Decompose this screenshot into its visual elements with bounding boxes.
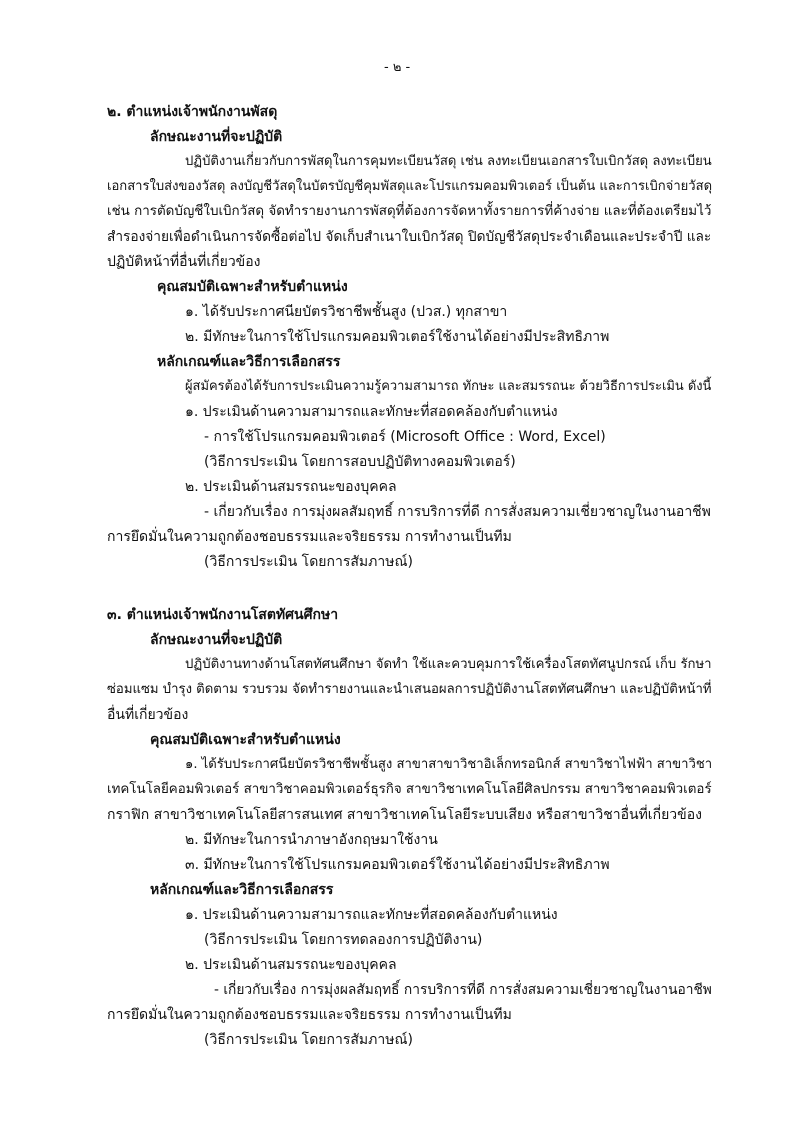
criteria-line: ๑. ประเมินด้านความสามารถและทักษะที่สอดคล้องกับตำแหน่ง [185, 404, 558, 420]
duties-line: อื่นที่เกี่ยวข้อง [107, 707, 189, 723]
qualification-line: ๑. ได้รับประกาศนียบัตรวิชาชีพชั้นสูง สาขาสาขาวิชาอิเล็กทรอนิกส์ สาขาวิชาไฟฟ้า สาขาวิชา [185, 757, 713, 772]
criteria-line: ๒. ประเมินด้านสมรรถนะของบุคคล [185, 479, 397, 495]
criteria-line: (วิธีการประเมิน โดยการสัมภาษณ์) [204, 554, 413, 570]
duties-line: ซ่อมแซม บำรุง ติดตาม รวบรวม จัดทำรายงานและนำเสนอผลการปฏิบัติงานโสตทัศนศึกษา และปฏิบัติหน้าที่ [107, 682, 712, 697]
page-number: - ๒ - [384, 60, 411, 75]
criteria-line: (วิธีการประเมิน โดยการสอบปฏิบัติทางคอมพิวเตอร์) [204, 454, 516, 470]
criteria-line: - การใช้โปรแกรมคอมพิวเตอร์ (Microsoft Office : Word, Excel) [204, 429, 606, 445]
qualification-line: เทคโนโลยีคอมพิวเตอร์ สาขาวิชาคอมพิวเตอร์ธุรกิจ สาขาวิชาเทคโนโลยีศิลปกรรม สาขาวิชาคอมพิวเตอร์ [107, 782, 712, 797]
criteria-line: (วิธีการประเมิน โดยการทดลองการปฏิบัติงาน) [204, 932, 483, 948]
duties-line: ปฏิบัติงานทางด้านโสตทัศนศึกษา จัดทำ ใช้และควบคุมการใช้เครื่องโสตทัศนูปกรณ์ เก็บ รักษา [185, 657, 712, 672]
duties-line: ปฏิบัติงานเกี่ยวกับการพัสดุในการคุมทะเบียนวัสดุ เช่น ลงทะเบียนเอกสารใบเบิกวัสดุ ลงทะเบียน [185, 154, 712, 169]
criteria-line: ๒. ประเมินด้านสมรรถนะของบุคคล [185, 957, 397, 973]
criteria-line: - เกี่ยวกับเรื่อง การมุ่งผลสัมฤทธิ์ การบริการที่ดี การสั่งสมความเชี่ยวชาญในงานอาชีพ [204, 504, 711, 520]
section-heading: ๒. ตำแหน่งเจ้าพนักงานพัสดุ [107, 104, 278, 120]
criteria-line: การยึดมั่นในความถูกต้องชอบธรรมและจริยธรรม การทำงานเป็นทีม [107, 529, 512, 545]
criteria-title: หลักเกณฑ์และวิธีการเลือกสรร [157, 354, 341, 370]
qualification-line: ๒. มีทักษะในการนำภาษาอังกฤษมาใช้งาน [185, 832, 438, 848]
qualification-title: คุณสมบัติเฉพาะสำหรับตำแหน่ง [150, 732, 341, 748]
criteria-line: ๑. ประเมินด้านความสามารถและทักษะที่สอดคล้องกับตำแหน่ง [185, 907, 558, 923]
criteria-line: - เกี่ยวกับเรื่อง การมุ่งผลสัมฤทธิ์ การบริการที่ดี การสั่งสมความเชี่ยวชาญในงานอาชีพ [214, 982, 712, 998]
qualification-line: ๒. มีทักษะในการใช้โปรแกรมคอมพิวเตอร์ใช้งานได้อย่างมีประสิทธิภาพ [185, 329, 610, 345]
duties-line: สำรองจ่ายเพื่อดำเนินการจัดซื้อต่อไป จัดเก็บสำเนาใบเบิกวัสดุ ปิดบัญชีวัสดุประจำเดือนและประจำปี และ [107, 229, 712, 245]
criteria-line: ผู้สมัครต้องได้รับการประเมินความรู้ความสามารถ ทักษะ และสมรรถนะ ด้วยวิธีการประเมิน ดังนี้ [185, 379, 712, 394]
section-heading: ๓. ตำแหน่งเจ้าพนักงานโสตทัศนศึกษา [107, 607, 339, 623]
qualification-line: ๓. มีทักษะในการใช้โปรแกรมคอมพิวเตอร์ใช้งานได้อย่างมีประสิทธิภาพ [185, 857, 610, 873]
qualification-title: คุณสมบัติเฉพาะสำหรับตำแหน่ง [157, 279, 348, 295]
duties-title: ลักษณะงานที่จะปฏิบัติ [150, 632, 283, 648]
qualification-line: กราฟิก สาขาวิชาเทคโนโลยีสารสนเทศ สาขาวิชาเทคโนโลยีระบบเสียง หรือสาขาวิชาอื่นที่เกี่ยวข้อง [107, 807, 702, 823]
duties-line: เช่น การตัดบัญชีใบเบิกวัสดุ จัดทำรายงานการพัสดุที่ต้องการจัดหาทั้งรายการที่ค้างจ่าย และที่ต้องเตรียมไว้ [107, 204, 712, 219]
qualification-line: ๑. ได้รับประกาศนียบัตรวิชาชีพชั้นสูง (ปวส.) ทุกสาขา [185, 304, 508, 320]
criteria-title: หลักเกณฑ์และวิธีการเลือกสรร [150, 882, 334, 898]
duties-line: เอกสารใบส่งของวัสดุ ลงบัญชีวัสดุในบัตรบัญชีคุมพัสดุและโปรแกรมคอมพิวเตอร์ เป็นต้น และการเบิกจ่ายวัสดุ [107, 179, 713, 194]
duties-title: ลักษณะงานที่จะปฏิบัติ [150, 129, 283, 145]
duties-line: ปฏิบัติหน้าที่อื่นที่เกี่ยวข้อง [107, 254, 261, 270]
criteria-line: (วิธีการประเมิน โดยการสัมภาษณ์) [204, 1032, 413, 1048]
criteria-line: การยึดมั่นในความถูกต้องชอบธรรมและจริยธรรม การทำงานเป็นทีม [107, 1007, 512, 1023]
